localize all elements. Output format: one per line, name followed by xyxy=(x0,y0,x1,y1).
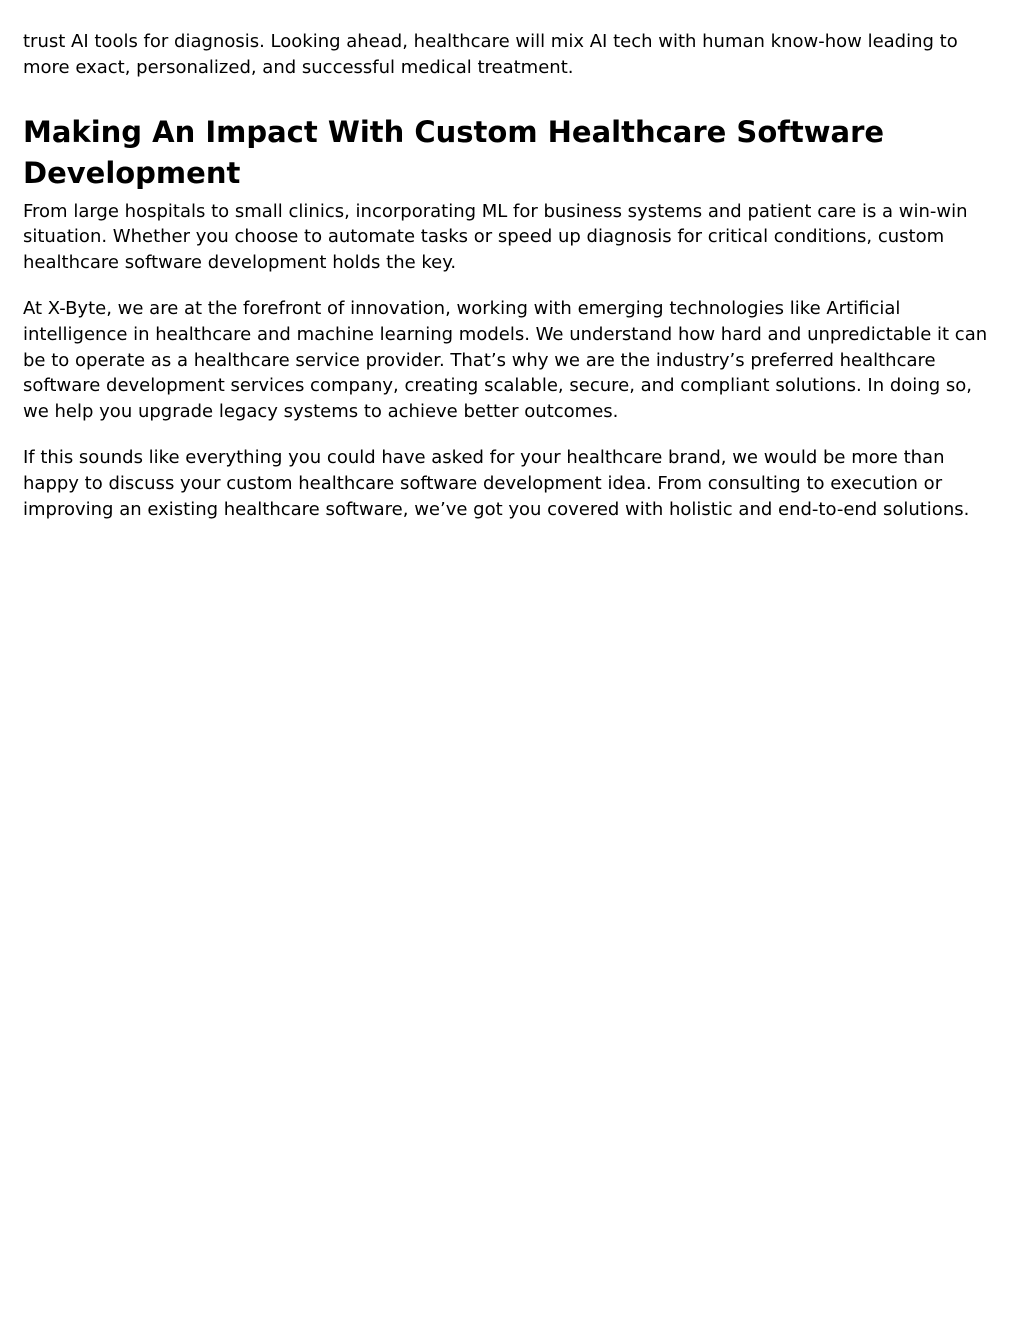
intro-paragraph: trust AI tools for diagnosis. Looking ahead, healthcare will mix AI tech with human know-how leading to more exact, personalized, and successful medical treatment. xyxy=(23,31,958,78)
paragraph-contact: If this sounds like everything you could have asked for your healthcare brand, we would be more than happy to discuss your custom healthcare software development idea. From consulting to execution or improving an existing healthcare software, we’ve got you covered with holistic and end-to-end solutions. xyxy=(23,446,970,520)
document-page xyxy=(0,0,1024,522)
paragraph-ml-business: From large hospitals to small clinics, incorporating ML for business systems and patient care is a win-win situation. Whether you choose to automate tasks or speed up diagnosis for critical conditions, custom healthcare software development holds the key. xyxy=(23,200,968,274)
paragraph-x-byte: At X-Byte, we are at the forefront of innovation, working with emerging technologies like Artificial intelligence in healthcare and machine learning models. We understand how hard and unpredictable it can be to operate as a healthcare service provider. That’s why we are the industry’s preferred healthcare software development services company, creating scalable, secure, and compliant solutions. In doing so, we help you upgrade legacy systems to achieve better outcomes. xyxy=(23,297,988,423)
section-heading: Making An Impact With Custom Healthcare Software Development xyxy=(23,114,885,190)
